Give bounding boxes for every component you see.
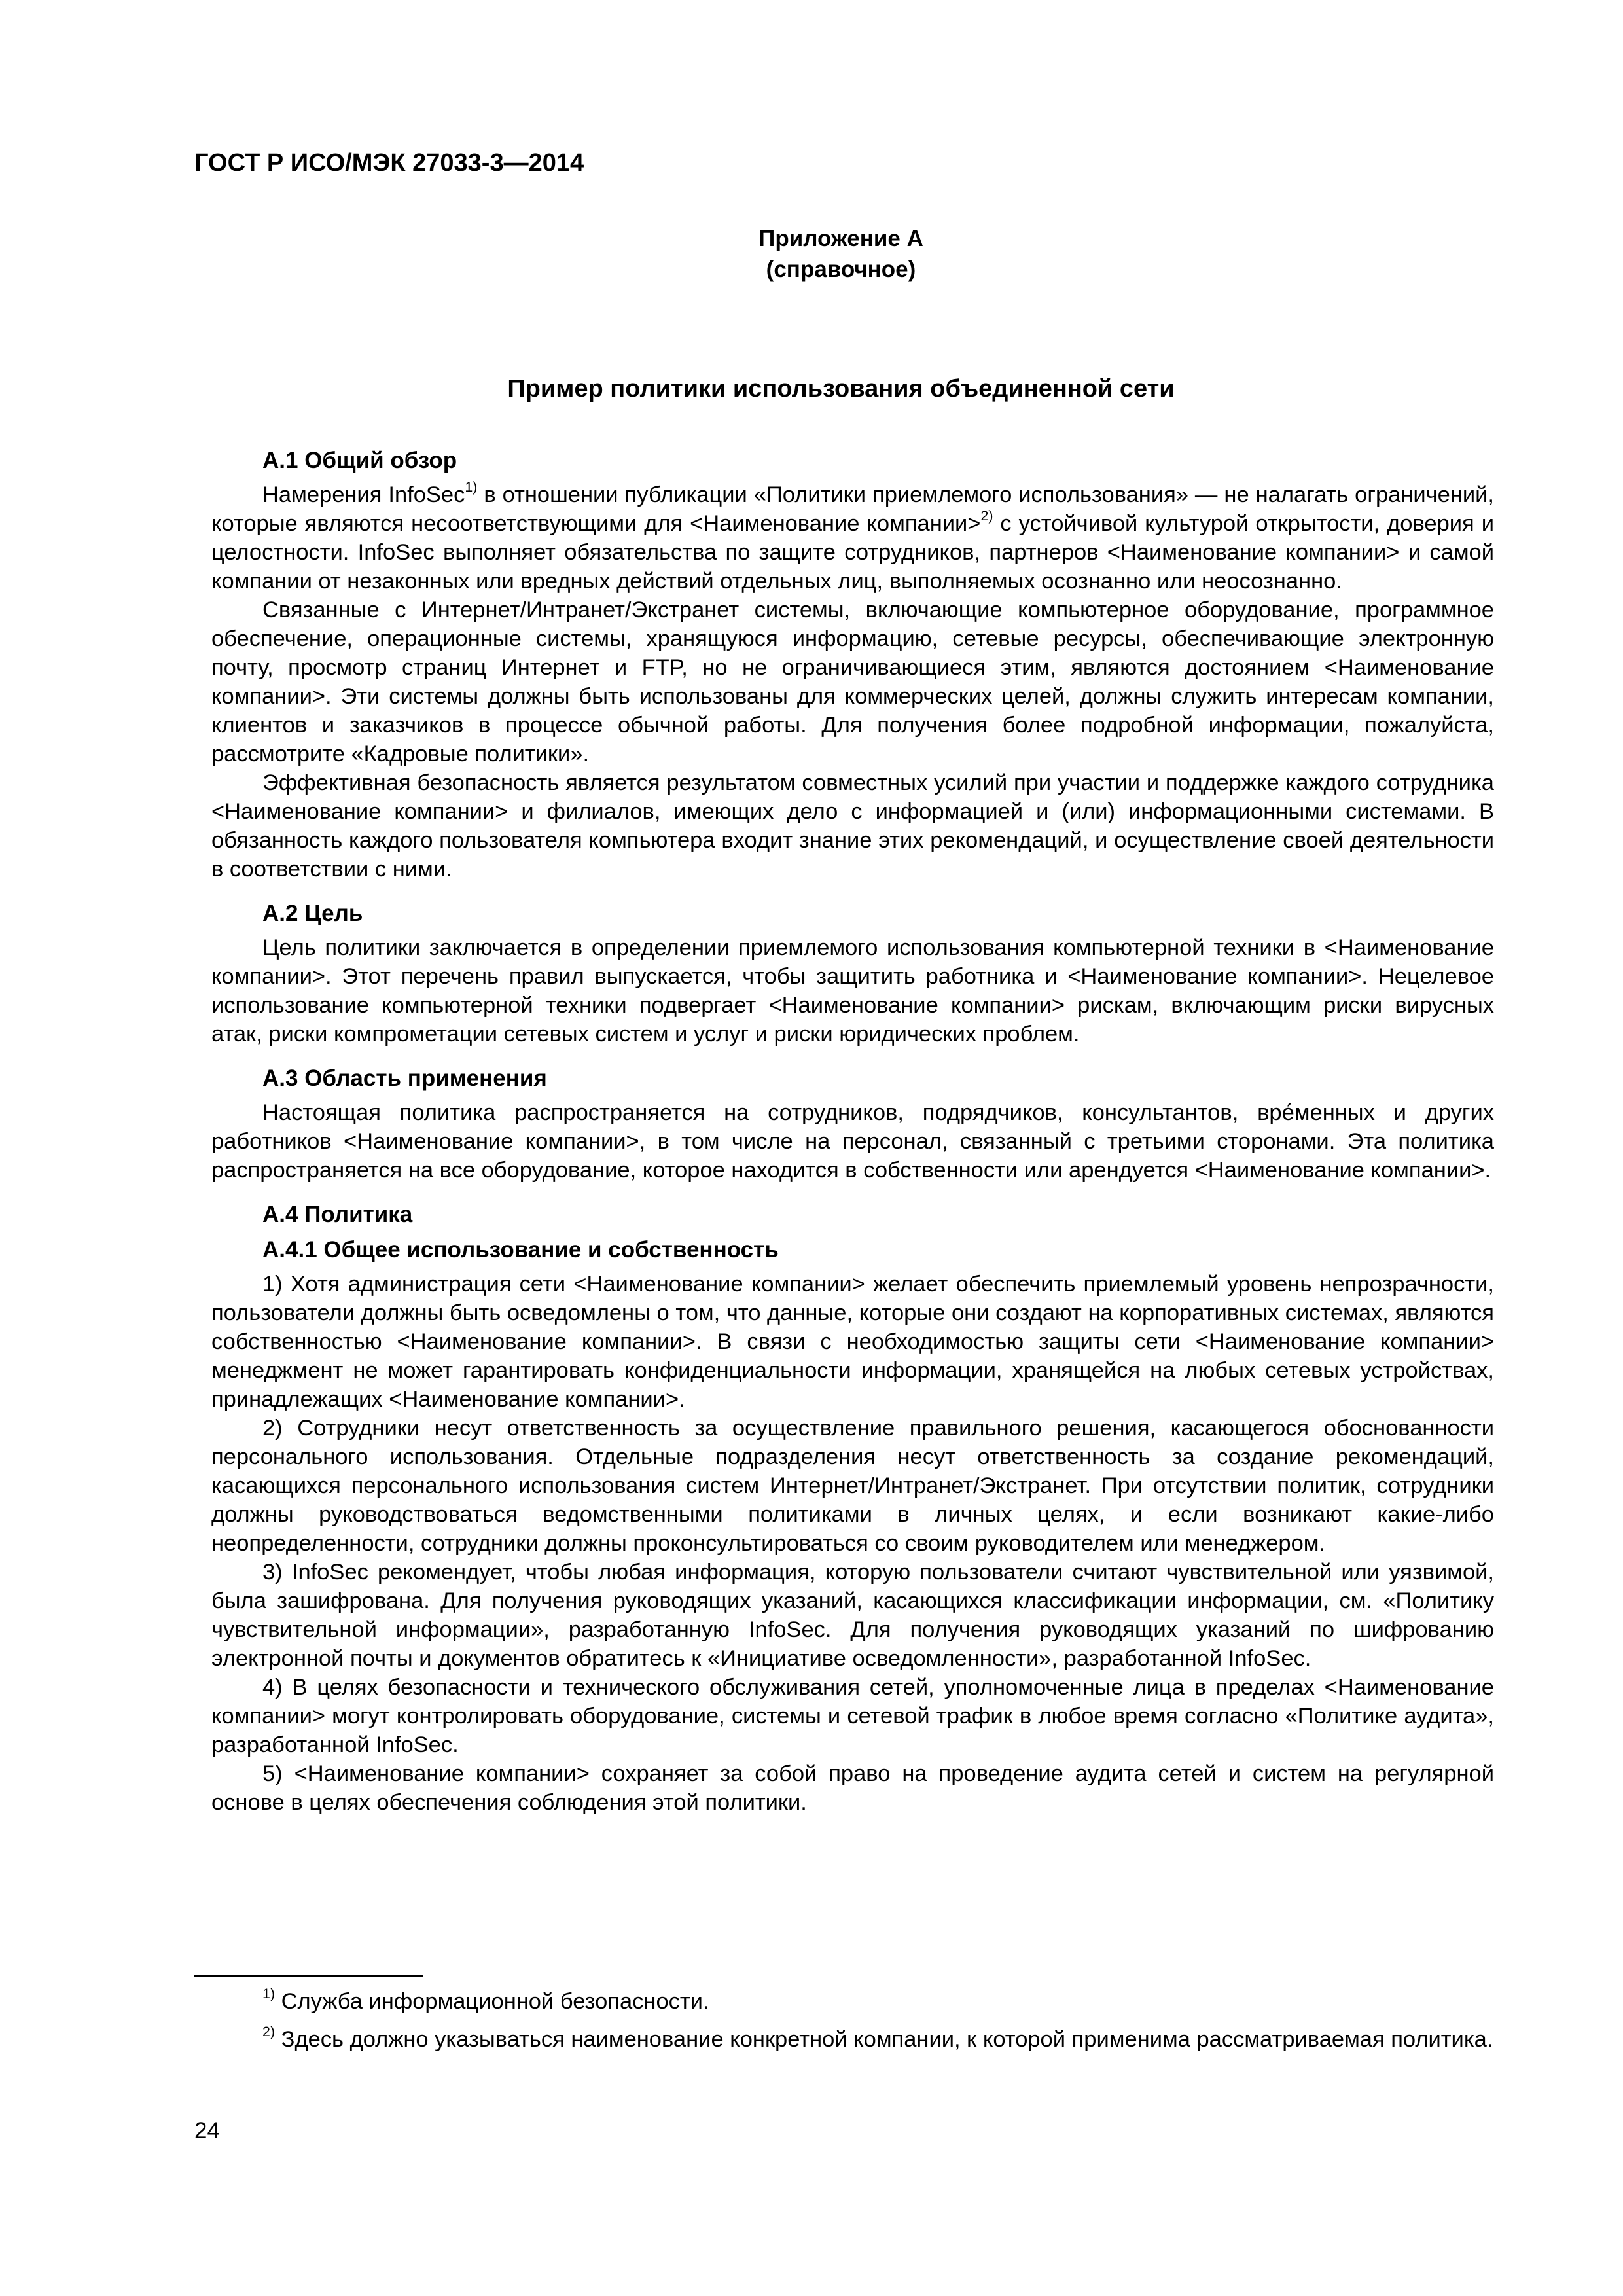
page-number: 24	[194, 2118, 220, 2144]
footnote-2	[211, 2025, 1494, 2054]
section-a3	[211, 1064, 1494, 1185]
list-item: 1) Хотя администрация сети <Наименование компании> желает обеспечить приемлемый уровень непрозрачности, пользователи должны быть осведомлены о том, что данные, которые они создают на корпоративных системах, являются собственностью <Наименование компании>. В связи с необходимостью защиты сети <Наименование компании> менеджмент не может гарантировать конфиденциальности информации, хранящейся на любых сетевых устройствах, принадлежащих <Наименование компании>.	[211, 1272, 1494, 1412]
section-a2	[211, 899, 1494, 1049]
footnote-ref-1: 1)	[465, 479, 478, 495]
document-body	[211, 446, 1494, 1833]
annex-type: (справочное)	[766, 257, 916, 282]
section-a3-paragraph-1: Настоящая политика распространяется на сотрудников, подрядчиков, консультантов, вре́менных и других работников <Наименование компании>, в том числе на персонал, связанный с третьими сторонами. Эта политика распространяется на все оборудование, которое находится в собственности или арендуется <Наименование компании>.	[211, 1100, 1494, 1183]
section-a4	[211, 1200, 1494, 1817]
list-item: 2) Сотрудники несут ответственность за осуществление правильного решения, касающегося обоснованности персонального использования. Отдельные подразделения несут ответственность за создание рекомендаций, касающихся персонального использования систем Интернет/Интранет/Экстранет. При отсутствии политик, сотрудники должны руководствоваться ведомственными политиками в личных целях, и если возникают какие-либо неопределенности, сотрудники должны проконсультироваться со своим руководителем или менеджером.	[211, 1416, 1494, 1556]
text-run: Намерения InfoSec	[262, 482, 465, 507]
annex-title: Приложение А	[758, 226, 923, 251]
list-item: 3) InfoSec рекомендует, чтобы любая информация, которую пользователи считают чувствительной или уязвимой, была зашифрована. Для получения руководящих указаний, касающихся классификации информации, см. «Политику чувствительной информации», разработанную InfoSec. Для получения руководящих указаний по шифрованию электронной почты и документов обратитесь к «Инициативе осведомленности», разработанной InfoSec.	[211, 1560, 1494, 1671]
text-run: с устойчивой культурой открытости, доверия и целостности. InfoSec выполняет обязательства по защите сотрудников, партнеров <Наименование компании> и самой компании от незаконных или вредных действий отдельных лиц, выполняемых осознанно или неосознанно.	[211, 511, 1494, 594]
section-a1-paragraph-1	[211, 480, 1494, 596]
section-a4-1-heading: А.4.1 Общее использование и собственность	[262, 1237, 779, 1263]
section-a1	[211, 446, 1494, 884]
text-run: в отношении публикации «Политики приемлемого использования» — не налагать ограничений, которые являются несоответствующими для <Наименование компании>	[211, 482, 1494, 536]
annex-heading: Пример политики использования объединенной сети	[507, 375, 1175, 403]
section-a3-heading: А.3 Область применения	[262, 1066, 547, 1091]
section-a2-heading: А.2 Цель	[262, 901, 363, 926]
footnote-text: Служба информационной безопасности.	[275, 1989, 709, 2014]
footnote-divider	[194, 1975, 423, 1977]
list-item: 4) В целях безопасности и технического обслуживания сетей, уполномоченные лица в пределах <Наименование компании> могут контролировать оборудование, системы и сетевой трафик в любое время согласно «Политике аудита», разработанной InfoSec.	[211, 1675, 1494, 1757]
footnote-text: Здесь должно указываться наименование конкретной компании, к которой применима рассматриваемая политика.	[275, 2027, 1493, 2052]
footnote-1	[211, 1987, 1494, 2016]
footnote-ref-2: 2)	[980, 508, 993, 524]
section-a4-heading: А.4 Политика	[262, 1202, 413, 1227]
section-a1-paragraph-2: Связанные с Интернет/Интранет/Экстранет системы, включающие компьютерное оборудование, программное обеспечение, операционные системы, хранящуюся информацию, сетевые ресурсы, обеспечивающие электронную почту, просмотр страниц Интернет и FTP, но не ограничивающиеся этим, являются достоянием <Наименование компании>. Эти системы должны быть использованы для коммерческих целей, должны служить интересам компании, клиентов и заказчиков в процессе обычной работы. Для получения более подробной информации, пожалуйста, рассмотрите «Кадровые политики».	[211, 598, 1494, 766]
section-a1-paragraph-3: Эффективная безопасность является результатом совместных усилий при участии и поддержке каждого сотрудника <Наименование компании> и филиалов, имеющих дело с информацией и (или) информационными системами. В обязанность каждого пользователя компьютера входит знание этих рекомендаций, и осуществление своей деятельности в соответствии с ними.	[211, 770, 1494, 882]
footnote-mark: 1)	[262, 1986, 276, 2002]
footnotes	[211, 1987, 1494, 2063]
footnote-mark: 2)	[262, 2024, 276, 2040]
document-code-header: ГОСТ Р ИСО/МЭК 27033-3—2014	[194, 149, 584, 177]
list-item: 5) <Наименование компании> сохраняет за собой право на проведение аудита сетей и систем на регулярной основе в целях обеспечения соблюдения этой политики.	[211, 1761, 1494, 1815]
section-a2-paragraph-1: Цель политики заключается в определении приемлемого использования компьютерной техники в <Наименование компании>. Этот перечень правил выпускается, чтобы защитить работника и <Наименование компании>. Нецелевое использование компьютерной техники подвергает <Наименование компании> рискам, включающим риски вирусных атак, риски компрометации сетевых систем и услуг и риски юридических проблем.	[211, 935, 1494, 1047]
section-a1-heading: А.1 Общий обзор	[262, 448, 457, 473]
